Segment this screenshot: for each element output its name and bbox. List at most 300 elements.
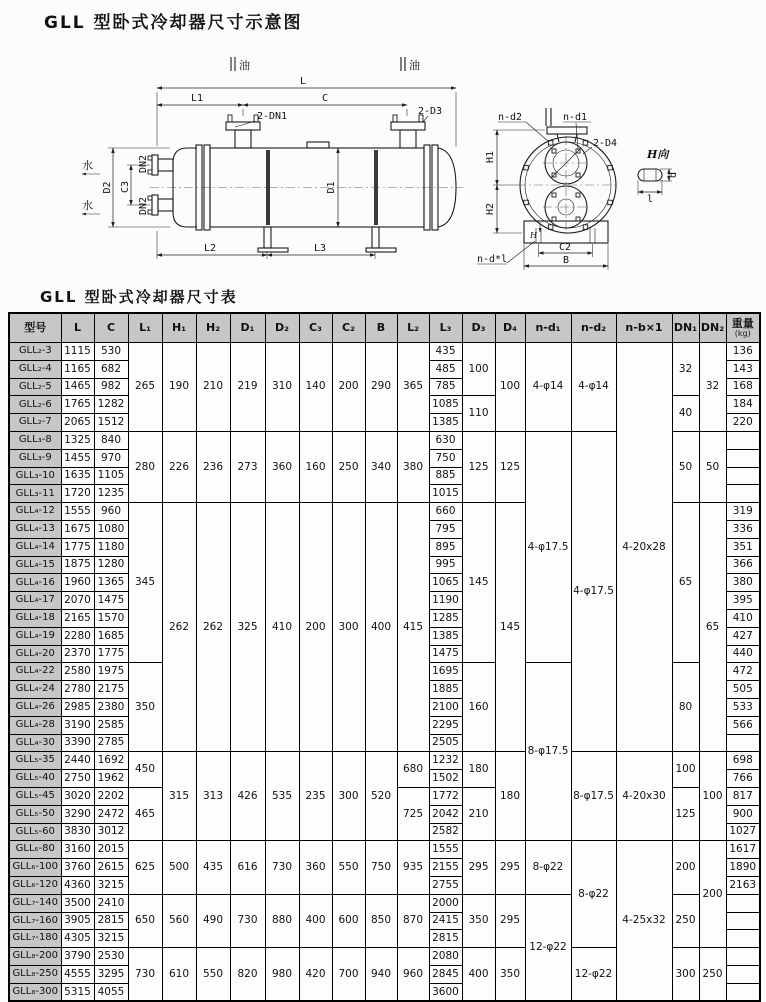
D3-cell: 100 — [462, 343, 495, 396]
model-cell: GLL₄-20 — [9, 645, 61, 663]
vent-boss — [307, 142, 329, 148]
L3-cell: 630 — [429, 431, 462, 449]
C3-cell: 200 — [299, 503, 332, 752]
C-cell: 3215 — [94, 930, 128, 948]
D2-cell: 535 — [265, 752, 299, 841]
H1-cell: 500 — [162, 841, 196, 894]
C3-cell: 160 — [299, 431, 332, 502]
C-cell: 1975 — [94, 663, 128, 681]
wt-cell — [726, 431, 760, 449]
C-cell: 982 — [94, 378, 128, 396]
dimension-diagram — [0, 50, 766, 285]
model-cell: GLL₄-12 — [9, 503, 61, 521]
label-2-D4: 2-D4 — [593, 138, 618, 149]
C-cell: 2175 — [94, 681, 128, 699]
label-L3: L3 — [313, 243, 327, 254]
C2-cell: 600 — [332, 894, 365, 947]
wt-cell — [726, 734, 760, 752]
model-cell: GLL₄-19 — [9, 627, 61, 645]
nd2-cell: 4-φ17.5 — [571, 431, 616, 751]
L-cell: 1455 — [61, 449, 94, 467]
B-cell: 400 — [365, 503, 397, 752]
DN1-cell: 40 — [672, 396, 699, 432]
water-mark-bottom — [82, 198, 100, 214]
label-L2: L2 — [203, 243, 217, 254]
H2-cell: 262 — [196, 503, 230, 752]
L-cell: 1555 — [61, 503, 94, 521]
L-cell: 3905 — [61, 912, 94, 930]
model-cell: GLL₂-3 — [9, 343, 61, 361]
col-header-B: B — [365, 313, 397, 343]
wt-cell — [726, 449, 760, 467]
model-cell: GLL₅-50 — [9, 805, 61, 823]
D3-cell: 180 — [462, 752, 495, 788]
DN2-cell: 32 — [699, 343, 726, 432]
D1-cell: 730 — [230, 894, 265, 947]
L3-cell: 2100 — [429, 698, 462, 716]
H1-cell: 560 — [162, 894, 196, 947]
D4-cell: 295 — [495, 841, 525, 894]
L3-cell: 1885 — [429, 681, 462, 699]
saddle-support-right — [366, 227, 396, 252]
dimension-table — [8, 312, 761, 1002]
model-cell: GLL₃-9 — [9, 449, 61, 467]
DN1-cell: 50 — [672, 431, 699, 502]
C-cell: 682 — [94, 360, 128, 378]
L3-cell: 3600 — [429, 983, 462, 1001]
wt-cell: 566 — [726, 716, 760, 734]
C3-cell: 360 — [299, 841, 332, 894]
C-cell: 1180 — [94, 538, 128, 556]
C-cell: 970 — [94, 449, 128, 467]
wt-cell — [726, 983, 760, 1001]
col-header-D3: D₃ — [462, 313, 495, 343]
C-cell: 3012 — [94, 823, 128, 841]
C-cell: 1365 — [94, 574, 128, 592]
wt-cell: 817 — [726, 787, 760, 805]
L-cell: 3160 — [61, 841, 94, 859]
L-cell: 1775 — [61, 538, 94, 556]
saddle-support-left — [258, 227, 288, 252]
L3-cell: 2582 — [429, 823, 462, 841]
H2-cell: 313 — [196, 752, 230, 841]
model-cell: GLL₄-18 — [9, 609, 61, 627]
L3-cell: 2505 — [429, 734, 462, 752]
C3-cell: 400 — [299, 894, 332, 947]
wt-cell: 533 — [726, 698, 760, 716]
col-header-C: C — [94, 313, 128, 343]
wt-cell: 698 — [726, 752, 760, 770]
oil-mark-left — [231, 57, 250, 72]
wt-cell: 505 — [726, 681, 760, 699]
wt-cell — [726, 912, 760, 930]
DN1-cell: 100 — [672, 752, 699, 788]
wt-cell: 1617 — [726, 841, 760, 859]
H1-cell: 226 — [162, 431, 196, 502]
C-cell: 2615 — [94, 859, 128, 877]
H2-cell: 435 — [196, 841, 230, 894]
L3-cell: 1085 — [429, 396, 462, 414]
model-cell: GLL₇-160 — [9, 912, 61, 930]
col-header-DN1: DN₁ — [672, 313, 699, 343]
model-cell: GLL₄-26 — [9, 698, 61, 716]
model-cell: GLL₅-40 — [9, 770, 61, 788]
model-cell: GLL₃-10 — [9, 467, 61, 485]
model-cell: GLL₄-17 — [9, 592, 61, 610]
nbx1-cell: 4-20x30 — [616, 752, 672, 841]
slot-detail-view — [638, 148, 679, 205]
C-cell: 3295 — [94, 965, 128, 983]
D1-cell: 219 — [230, 343, 265, 432]
nd2-cell: 4-φ14 — [571, 343, 616, 432]
nd2-cell: 8-φ22 — [571, 841, 616, 948]
wt-cell: 472 — [726, 663, 760, 681]
C-cell: 2530 — [94, 948, 128, 966]
C-cell: 530 — [94, 343, 128, 361]
label-D2: D2 — [102, 181, 113, 194]
D3-cell: 110 — [462, 396, 495, 432]
L-cell: 2440 — [61, 752, 94, 770]
col-header-D4: D₄ — [495, 313, 525, 343]
D3-cell: 160 — [462, 663, 495, 752]
C3-cell: 420 — [299, 948, 332, 1002]
slot-shape — [638, 169, 662, 181]
col-header-L1: L₁ — [128, 313, 162, 343]
col-header-nd2: n-d₂ — [571, 313, 616, 343]
L-cell: 2580 — [61, 663, 94, 681]
L3-cell: 785 — [429, 378, 462, 396]
label-DN2-top: DN2 — [138, 154, 149, 174]
wt-cell: 440 — [726, 645, 760, 663]
D3-cell: 400 — [462, 948, 495, 1002]
nd1-cell: 8-φ17.5 — [525, 663, 571, 841]
wt-cell: 766 — [726, 770, 760, 788]
B-cell: 290 — [365, 343, 397, 432]
C-cell: 2815 — [94, 912, 128, 930]
L-cell: 2065 — [61, 414, 94, 432]
wt-cell: 410 — [726, 609, 760, 627]
L3-cell: 750 — [429, 449, 462, 467]
L-cell: 3830 — [61, 823, 94, 841]
col-header-L2: L₂ — [397, 313, 429, 343]
label-DN2-bottom: DN2 — [138, 196, 149, 216]
wt-cell: 336 — [726, 520, 760, 538]
wt-cell: 2163 — [726, 876, 760, 894]
L1-cell: 265 — [128, 343, 162, 432]
L2-cell: 380 — [397, 431, 429, 502]
nd2-cell: 12-φ22 — [571, 948, 616, 1002]
C2-cell: 200 — [332, 343, 365, 432]
C-cell: 1105 — [94, 467, 128, 485]
col-header-nd1: n-d₁ — [525, 313, 571, 343]
wt-cell: 900 — [726, 805, 760, 823]
col-header-model: 型号 — [9, 313, 61, 343]
L3-cell: 2755 — [429, 876, 462, 894]
model-cell: GLL₄-16 — [9, 574, 61, 592]
D3-cell: 125 — [462, 431, 495, 502]
col-header-nbx1: n-b×1 — [616, 313, 672, 343]
C-cell: 4055 — [94, 983, 128, 1001]
nd1-cell: 8-φ22 — [525, 841, 571, 894]
H1-cell: 610 — [162, 948, 196, 1002]
C2-cell: 300 — [332, 503, 365, 752]
L-cell: 1325 — [61, 431, 94, 449]
L1-cell: 625 — [128, 841, 162, 894]
col-header-C3: C₃ — [299, 313, 332, 343]
DN1-cell: 32 — [672, 343, 699, 396]
label-d: d — [668, 171, 679, 179]
diagram-title: GLL 型卧式冷却器尺寸示意图 — [44, 13, 303, 33]
water-mark-top — [82, 158, 100, 174]
C-cell: 3215 — [94, 876, 128, 894]
wt-cell: 220 — [726, 414, 760, 432]
H1-cell: 262 — [162, 503, 196, 752]
D2-cell: 730 — [265, 841, 299, 894]
D4-cell: 125 — [495, 431, 525, 502]
L2-cell: 870 — [397, 894, 429, 947]
water-label-bottom: 水 — [82, 199, 93, 212]
D1-cell: 426 — [230, 752, 265, 841]
L-cell: 3790 — [61, 948, 94, 966]
L-cell: 3290 — [61, 805, 94, 823]
C2-cell: 250 — [332, 431, 365, 502]
nd2-cell: 8-φ17.5 — [571, 752, 616, 841]
nbx1-cell: 4-20x28 — [616, 343, 672, 752]
L1-cell: 345 — [128, 503, 162, 663]
L3-cell: 2295 — [429, 716, 462, 734]
C2-cell: 300 — [332, 752, 365, 841]
label-H1: H1 — [485, 150, 496, 164]
L3-cell: 485 — [429, 360, 462, 378]
D2-cell: 310 — [265, 343, 299, 432]
cooler-end-view — [477, 108, 619, 270]
C3-cell: 140 — [299, 343, 332, 432]
model-cell: GLL₂-7 — [9, 414, 61, 432]
L2-cell: 680 — [397, 752, 429, 788]
L-cell: 4555 — [61, 965, 94, 983]
L3-cell: 1232 — [429, 752, 462, 770]
L-cell: 3500 — [61, 894, 94, 912]
label-n-d2: n-d2 — [498, 112, 523, 123]
model-cell: GLL₆-120 — [9, 876, 61, 894]
D1-cell: 325 — [230, 503, 265, 752]
D2-cell: 980 — [265, 948, 299, 1002]
C-cell: 840 — [94, 431, 128, 449]
C3-cell: 235 — [299, 752, 332, 841]
label-C3: C3 — [120, 180, 131, 194]
L2-cell: 935 — [397, 841, 429, 894]
label-n-d1: n-d1 — [563, 112, 588, 123]
C-cell: 2472 — [94, 805, 128, 823]
col-header-D1: D₁ — [230, 313, 265, 343]
oil-mark-right — [401, 57, 420, 72]
L3-cell: 2042 — [429, 805, 462, 823]
DN2-cell: 250 — [699, 948, 726, 1002]
L-cell: 2070 — [61, 592, 94, 610]
C-cell: 1080 — [94, 520, 128, 538]
L3-cell: 2845 — [429, 965, 462, 983]
water-nozzle-bottom — [148, 195, 173, 215]
L-cell: 1765 — [61, 396, 94, 414]
H2-cell: 210 — [196, 343, 230, 432]
label-n-d-l: n-d*l — [477, 254, 508, 265]
L3-cell: 1285 — [429, 609, 462, 627]
L3-cell: 2415 — [429, 912, 462, 930]
L3-cell: 660 — [429, 503, 462, 521]
C-cell: 2380 — [94, 698, 128, 716]
model-cell: GLL₂-4 — [9, 360, 61, 378]
label-2-DN1: 2-DN1 — [257, 111, 288, 122]
L2-cell: 365 — [397, 343, 429, 432]
col-header-H1: H₁ — [162, 313, 196, 343]
C2-cell: 700 — [332, 948, 365, 1002]
DN1-cell: 200 — [672, 841, 699, 894]
L3-cell: 1065 — [429, 574, 462, 592]
col-header-L3: L₃ — [429, 313, 462, 343]
wt-cell — [726, 965, 760, 983]
oil-nozzle-right — [391, 115, 425, 148]
label-C: C — [321, 93, 329, 104]
L-cell: 2280 — [61, 627, 94, 645]
L-cell: 5315 — [61, 983, 94, 1001]
L-cell: 2750 — [61, 770, 94, 788]
L3-cell: 795 — [429, 520, 462, 538]
wt-cell: 168 — [726, 378, 760, 396]
D4-cell: 350 — [495, 948, 525, 1002]
model-cell: GLL₂-6 — [9, 396, 61, 414]
wt-cell: 136 — [726, 343, 760, 361]
model-cell: GLL₄-24 — [9, 681, 61, 699]
D1-cell: 820 — [230, 948, 265, 1002]
L3-cell: 1015 — [429, 485, 462, 503]
table-title: GLL 型卧式冷却器尺寸表 — [40, 288, 238, 306]
label-H: H — [530, 231, 537, 240]
model-cell: GLL₆-80 — [9, 841, 61, 859]
L2-cell: 725 — [397, 787, 429, 840]
L3-cell: 1190 — [429, 592, 462, 610]
label-C2: C2 — [558, 242, 572, 253]
L-cell: 3020 — [61, 787, 94, 805]
L-cell: 1720 — [61, 485, 94, 503]
L3-cell: 1555 — [429, 841, 462, 859]
C-cell: 2410 — [94, 894, 128, 912]
L3-cell: 2815 — [429, 930, 462, 948]
L-cell: 4305 — [61, 930, 94, 948]
L1-cell: 465 — [128, 787, 162, 840]
nd1-cell: 4-φ17.5 — [525, 431, 571, 662]
L3-cell: 1385 — [429, 627, 462, 645]
B-cell: 850 — [365, 894, 397, 947]
DN1-cell: 250 — [672, 894, 699, 947]
C-cell: 2785 — [94, 734, 128, 752]
C-cell: 1692 — [94, 752, 128, 770]
wt-cell — [726, 894, 760, 912]
L3-cell: 1695 — [429, 663, 462, 681]
L-cell: 2370 — [61, 645, 94, 663]
B-cell: 940 — [365, 948, 397, 1002]
L-cell: 4360 — [61, 876, 94, 894]
table-row — [9, 343, 760, 361]
L1-cell: 350 — [128, 663, 162, 752]
model-cell: GLL₄-14 — [9, 538, 61, 556]
table-row — [9, 841, 760, 859]
col-header-wt: 重量 (kg) — [726, 313, 760, 343]
D3-cell: 295 — [462, 841, 495, 894]
wt-cell — [726, 467, 760, 485]
D4-cell: 295 — [495, 894, 525, 947]
D2-cell: 360 — [265, 431, 299, 502]
D4-cell: 100 — [495, 343, 525, 432]
C-cell: 1962 — [94, 770, 128, 788]
model-cell: GLL₇-140 — [9, 894, 61, 912]
C-cell: 2202 — [94, 787, 128, 805]
L2-cell: 415 — [397, 503, 429, 752]
wt-cell: 143 — [726, 360, 760, 378]
H1-cell: 315 — [162, 752, 196, 841]
model-cell: GLL₄-15 — [9, 556, 61, 574]
H2-cell: 236 — [196, 431, 230, 502]
baffle-rod-right — [374, 150, 378, 225]
wt-cell: 380 — [726, 574, 760, 592]
wt-cell: 395 — [726, 592, 760, 610]
nd1-cell: 4-φ14 — [525, 343, 571, 432]
model-cell: GLL₄-13 — [9, 520, 61, 538]
L1-cell: 730 — [128, 948, 162, 1002]
model-cell: GLL₆-100 — [9, 859, 61, 877]
oil-label-left: 油 — [239, 59, 250, 72]
L1-cell: 450 — [128, 752, 162, 788]
model-cell: GLL₇-180 — [9, 930, 61, 948]
C-cell: 2015 — [94, 841, 128, 859]
wt-cell: 319 — [726, 503, 760, 521]
model-cell: GLL₈-200 — [9, 948, 61, 966]
DN1-cell: 65 — [672, 503, 699, 663]
H1-cell: 190 — [162, 343, 196, 432]
label-H2: H2 — [485, 202, 496, 216]
baffle-rod-left — [266, 150, 270, 225]
L3-cell: 2000 — [429, 894, 462, 912]
nd1-cell: 12-φ22 — [525, 894, 571, 1001]
wt-cell: 1027 — [726, 823, 760, 841]
L-cell: 1875 — [61, 556, 94, 574]
C-cell: 1685 — [94, 627, 128, 645]
L-cell: 1165 — [61, 360, 94, 378]
oil-label-right: 油 — [409, 59, 420, 72]
L3-cell: 2155 — [429, 859, 462, 877]
wt-cell: 1890 — [726, 859, 760, 877]
label-l: l — [646, 194, 654, 205]
DN1-cell: 125 — [672, 787, 699, 840]
model-cell: GLL₄-28 — [9, 716, 61, 734]
col-header-DN2: DN₂ — [699, 313, 726, 343]
L3-cell: 1502 — [429, 770, 462, 788]
L-cell: 2165 — [61, 609, 94, 627]
L-cell: 1465 — [61, 378, 94, 396]
L-cell: 1675 — [61, 520, 94, 538]
model-cell: GLL₄-30 — [9, 734, 61, 752]
wt-cell — [726, 485, 760, 503]
model-cell: GLL₄-22 — [9, 663, 61, 681]
L1-cell: 650 — [128, 894, 162, 947]
wt-cell: 184 — [726, 396, 760, 414]
L-cell: 3390 — [61, 734, 94, 752]
model-cell: GLL₃-11 — [9, 485, 61, 503]
H2-cell: 550 — [196, 948, 230, 1002]
DN2-cell: 100 — [699, 752, 726, 841]
D1-cell: 273 — [230, 431, 265, 502]
model-cell: GLL₂-5 — [9, 378, 61, 396]
model-cell: GLL₅-45 — [9, 787, 61, 805]
